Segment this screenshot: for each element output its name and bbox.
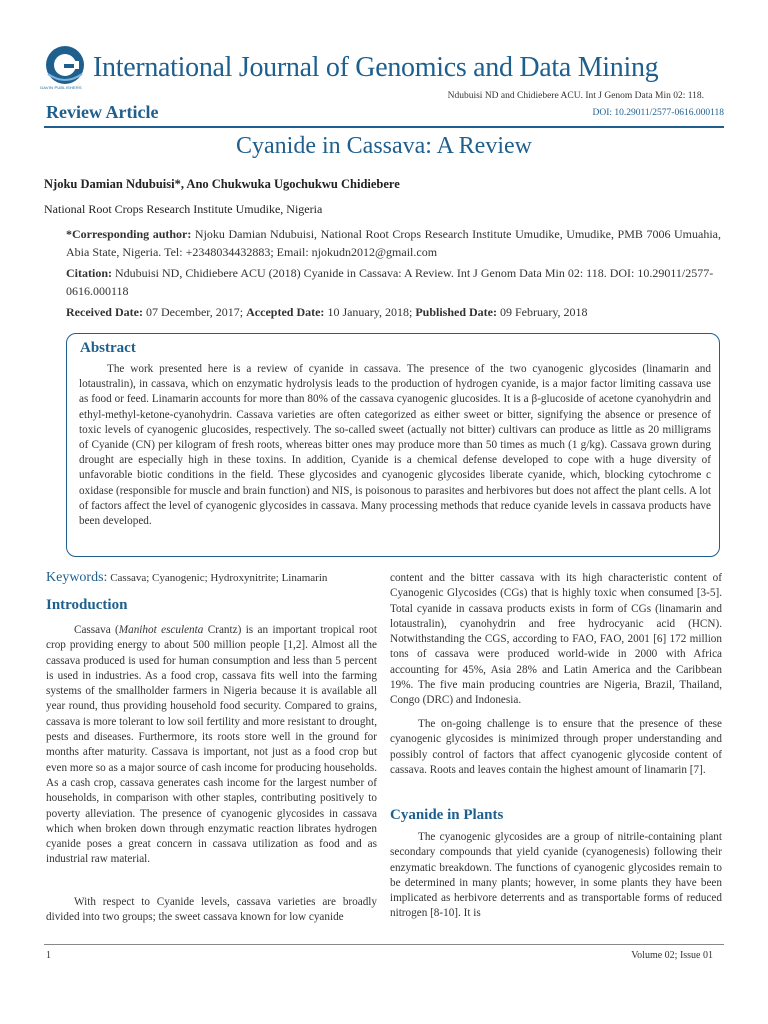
keywords-text: Cassava; Cyanogenic; Hydroxynitrite; Linamarin: [110, 572, 328, 584]
published-label: Published Date:: [415, 305, 497, 319]
header-divider: [44, 126, 724, 128]
citation-label: Citation:: [66, 266, 112, 280]
header-citation: Ndubuisi ND and Chidiebere ACU. Int J Genom Data Min 02: 118.: [447, 91, 704, 101]
right-column-paragraph-1: content and the bitter cassava with its high characteristic content of Cyanogenic Glycosides (CGs) that is highly toxic when consumed [3-5]. Total cyanide in cassava products exists in form of CGs (linamarin and lotaustralin), cyanohydrin and free hydrocyanic acid (HCN). Notwithstanding the CGS, according to FAO, FAO, 2001 [6] 172 million tons of cassava were produced world-wide in 2000 with Africa accounting for 45%, Asia 28% and Latin America and the Caribbean 19%. The five main producing countries are Nigeria, Brazil, Thailand, Congo (DRC) and Indonesia.: [390, 572, 722, 707]
intro-text-rest: Crantz) is an important tropical root crop providing energy to about 500 million people [1,2]. Almost all the cassava produced is used for human consumption and less than 5 percent is used in industries. As a food crop, cassava fits well into the farming systems of the smallholder farmers in Nigeria because it is available all year round, thus providing household food security. Compared to grains, cassava is more tolerant to low soil fertility and more resistant to drought, pests and diseases. Furthermore, its roots store well in the ground for months after maturity. Cassava is important, not just as a food crop but even more so as a major source of cash income for producing households. As a cash crop, cassava generates cash income for the largest number of households, in comparison with other staples, contributing positively to poverty alleviation. The presence of cyanogenic glycosides in cassava which when broken down through enzymatic reaction librates hydrogen cyanide poses a great concern in cassava utilization as food and as industrial raw material.: [46, 624, 377, 866]
page-number: 1: [46, 950, 51, 961]
accepted-date: 10 January, 2018;: [324, 305, 413, 319]
corresponding-author: [66, 226, 721, 261]
affiliation: National Root Crops Research Institute Umudike, Nigeria: [44, 202, 323, 216]
citation: [66, 265, 721, 300]
article-title: Cyanide in Cassava: A Review: [236, 133, 532, 159]
received-label: Received Date:: [66, 305, 143, 319]
introduction-paragraph-2: With respect to Cyanide levels, cassava varieties are broadly divided into two groups; the sweet cassava known for low cyanide: [46, 896, 377, 924]
author-list: Njoku Damian Ndubuisi*, Ano Chukwuka Ugochukwu Chidiebere: [44, 177, 400, 191]
accepted-label: Accepted Date:: [246, 305, 325, 319]
header-doi-link[interactable]: DOI: 10.29011/2577-0616.000118: [592, 108, 724, 118]
corresponding-author-label: *Corresponding author:: [66, 227, 192, 241]
journal-title: International Journal of Genomics and Data Mining: [93, 52, 659, 83]
keywords: [46, 570, 377, 586]
footer-divider: [44, 944, 724, 945]
right-column-paragraph-3: The cyanogenic glycosides are a group of nitrile-containing plant secondary compounds that yield cyanide (cyanogenesis) following their enzymatic breakdown. The functions of cyanogenic glycosides remain to be determined in many plants; however, in some plants they have been implicated as herbivore deterrents and as transportable forms of reduced nitrogen [8-10]. It is: [390, 831, 722, 920]
section-heading-introduction: Introduction: [46, 597, 128, 613]
published-date: 09 February, 2018: [497, 305, 588, 319]
article-type: Review Article: [46, 102, 159, 122]
citation-text: Ndubuisi ND, Chidiebere ACU (2018) Cyanide in Cassava: A Review. Int J Genom Data Min 02: 118. DOI: 10.29011/2577-0616.000118: [66, 266, 714, 298]
received-date: 07 December, 2017;: [142, 305, 244, 319]
publisher-name: GAVIN PUBLISHERS: [40, 85, 82, 90]
introduction-paragraph: [46, 623, 377, 868]
keywords-label: Keywords:: [46, 570, 108, 585]
corresponding-author-text: Njoku Damian Ndubuisi, National Root Crops Research Institute Umudike, Umudike, PMB 7006 Umuahia, Abia State, Nigeria. Tel: +2348034432883; Email: njokudn2012@gmail.com: [66, 227, 721, 259]
abstract-heading: Abstract: [80, 340, 136, 356]
right-column-paragraph-2: The on-going challenge is to ensure that the presence of these cyanogenic glycosides is minimized through proper understanding and possibly control of factors that affect cyanogenic glycoside content of cassava. Roots and leaves contain the highest amount of linamarin [7].: [390, 718, 722, 776]
publisher-logo-icon: [44, 44, 86, 86]
volume-issue: Volume 02; Issue 01: [631, 950, 713, 961]
section-heading-cyanide-in-plants: Cyanide in Plants: [390, 807, 504, 823]
intro-text-start: Cassava (: [74, 624, 119, 636]
abstract-text: The work presented here is a review of cyanide in cassava. The presence of the two cyanogenic glycosides (linamarin and lotaustralin), in cassava, which on enzymatic hydrolysis leads to the production of hydrogen cyanide, is a major factor limiting cassava use as food or feed. Linamarin accounts for more than 80% of the cassava cyanogenic glucosides. It is a β-glucoside of acetone cyanohydrin and ethyl-methyl-ketone-cyanohydrin. Cassava varieties are often categorized as either sweet or bitter, signifying the absence or presence of toxic levels of cyanogenic glucosides, respectively. The so-called sweet (actually not bitter) cultivars can produce as little as 20 milligrams of Cyanide (CN) per kilogram of fresh roots, whereas bitter ones may produce more than 50 times as much (1 g/kg). Cassava grown during drought are especially high in these toxins. In addition, Cyanide is a chemical defense developed to cope with a huge diversity of unfavorable biotic conditions in the field. These glycosides and cyanogenic glycosides liberate cyanide, which, blocking cytochrome c oxidase (responsible for muscle and brain function) and NIS, is poisonous to parasites and herbivores but does not affect the plant cells. A lot of factors affect the level of cyanogenic glycosides in cassava. Many processing methods that reduce cyanide levels in cassava products have been developed.: [79, 363, 711, 528]
article-dates: [66, 305, 721, 320]
species-name: Manihot esculenta: [118, 624, 204, 636]
